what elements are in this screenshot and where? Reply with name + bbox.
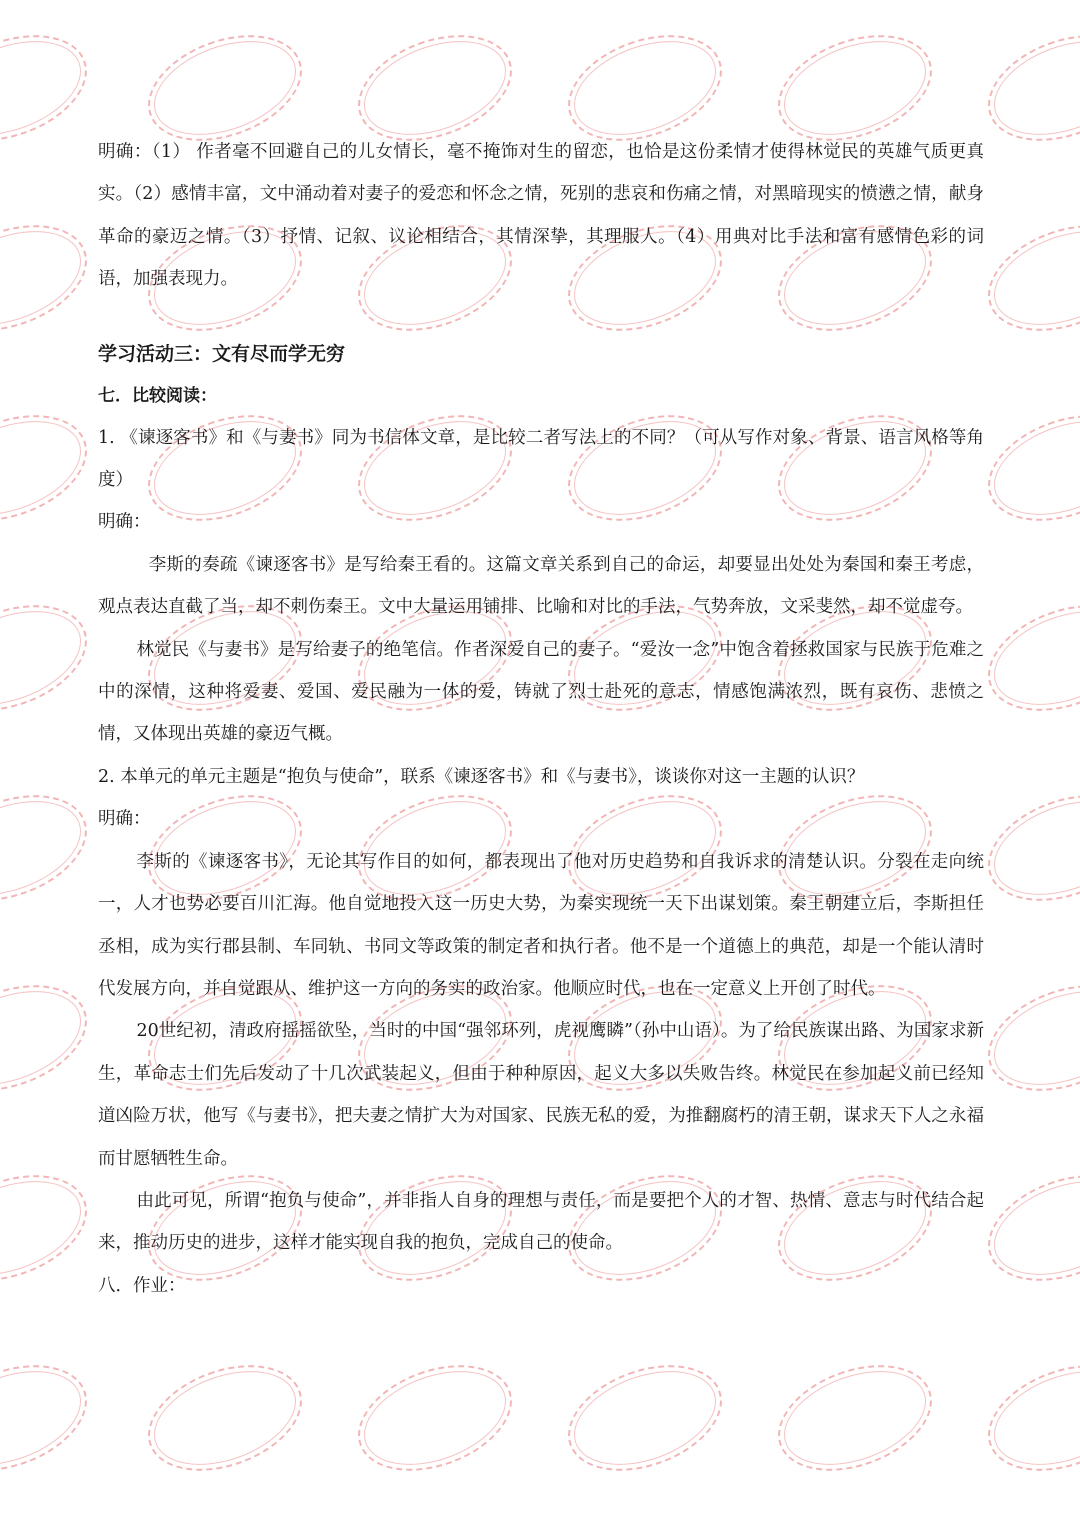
question-1: 1. 《谏逐客书》和《与妻书》同为书信体文章，是比较二者写法上的不同？（可从写作对象、背景、语言风格等角度） [98,427,984,491]
watermark-stamp [0,396,102,541]
watermark-stamp [973,586,1080,731]
section1-answer: 明确：（1） 作者毫不回避自己的儿女情长，毫不掩饰对生的留恋，也恰是这份柔情才使得林觉民的英雄气质更真实。（2）感情丰富，文中涌动着对妻子的爱恋和怀念之情，死别的悲哀和伤痛之情，对黑暗现实的愤懑之情，献身革命的豪迈之情。（3）抒情、记叙、议论相结合，其情深挚，其理服人。（4）用典对比手法和富有感情色彩的词语，加强表现力。 [98,142,984,290]
watermark-stamp [553,1346,736,1491]
watermark-stamp [343,1346,526,1491]
question-2-answer-para-2: 20世纪初，清政府摇摇欲坠，当时的中国“强邻环列，虎视鹰瞵”（孙中山语）。为了给民族谋出路、为国家求新生，革命志士们先后发动了十几次武装起义，但由于种种原因，起义大多以失败告终。林觉民在参加起义前已经知道凶险万状，他写《与妻书》，把夫妻之情扩大为对国家、民族无私的爱，为推翻腐朽的清王朝，谋求天下人之永福而甘愿牺牲生命。 [98,1021,984,1169]
watermark-stamp [0,16,102,161]
watermark-stamp [973,396,1080,541]
question-1-answer-para-1: 李斯的奏疏《谏逐客书》是写给秦王看的。这篇文章关系到自己的命运，却要显出处处为秦国和秦王考虑，观点表达直截了当，却不刺伤秦王。文中大量运用铺排、比喻和对比的手法，气势奔放，文采斐然，却不觉虚夸。 [98,554,984,618]
question-1-answer-para-2: 林觉民《与妻书》是写给妻子的绝笔信。作者深爱自己的妻子。“爱汝一念”中饱含着拯救国家与民族于危难之中的深情，这种将爱妻、爱国、爱民融为一体的爱，铸就了烈士赴死的意志，情感饱满浓烈，既有哀伤、悲愤之情，又体现出英雄的豪迈气概。 [98,639,984,745]
watermark-stamp [763,1346,946,1491]
watermark-stamp [0,586,102,731]
watermark-stamp [973,1346,1080,1491]
part8-title: 八．作业： [98,1275,186,1296]
watermark-stamp [973,16,1080,161]
question-2-answer-para-1: 李斯的《谏逐客书》，无论其写作目的如何，都表现出了他对历史趋势和自我诉求的清楚认识。分裂在走向统一，人才也势必要百川汇海。他自觉地投入这一历史大势，为秦实现统一天下出谋划策。秦王朝建立后，李斯担任丞相，成为实行郡县制、车同轨、书同文等政策的制定者和执行者。他不是一个道德上的典范，却是一个能认清时代发展方向，并自觉跟从、维护这一方向的务实的政治家。他顺应时代，也在一定意义上开创了时代。 [98,851,984,999]
watermark-stamp [0,966,102,1111]
watermark-stamp [133,1346,316,1491]
watermark-stamp [0,1156,102,1301]
watermark-stamp [973,1156,1080,1301]
watermark-stamp [0,776,102,921]
document-body [98,131,984,1307]
activity3-title: 学习活动三：文有尽而学无穷 [98,342,346,365]
question-2-label: 明确： [98,809,151,830]
part7-title: 七．比较阅读： [98,385,217,406]
watermark-stamp [0,206,102,351]
watermark-stamp [973,966,1080,1111]
watermark-stamp [973,776,1080,921]
watermark-stamp [0,1346,102,1491]
question-2-answer-para-3: 由此可见，所谓“抱负与使命”，并非指人自身的理想与责任，而是要把个人的才智、热情、意志与时代结合起来，推动历史的进步，这样才能实现自我的抱负，完成自己的使命。 [98,1190,984,1254]
question-2: 2. 本单元的单元主题是“抱负与使命”，联系《谏逐客书》和《与妻书》，谈谈你对这一主题的认识？ [98,766,865,787]
watermark-stamp [973,206,1080,351]
question-1-label: 明确： [98,512,151,533]
